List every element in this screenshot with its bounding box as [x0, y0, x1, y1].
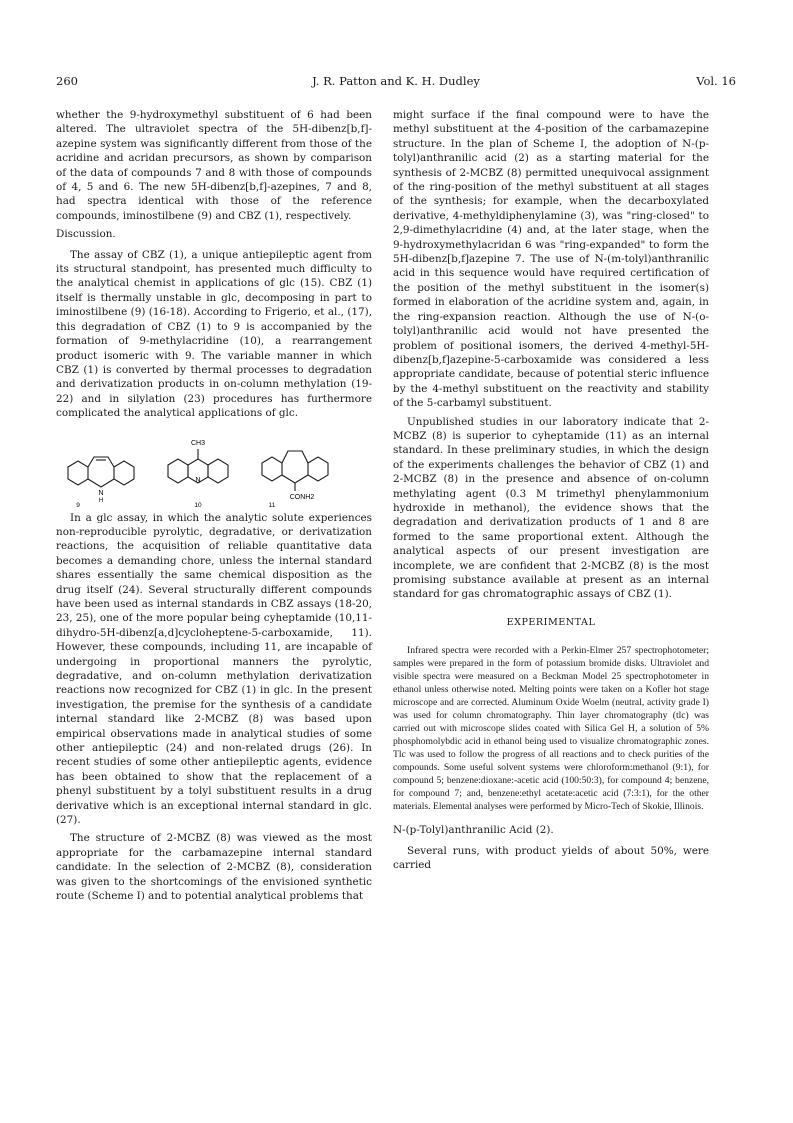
page-number: 260 [56, 74, 78, 88]
structure-9-right-ring [114, 461, 134, 485]
paragraph: Unpublished studies in our laboratory indicate that 2-MCBZ (8) is superior to cyheptamide (11) as an internal standard. In these preliminary studies, in which the design of the experiments challenges the behavior of CBZ (1) and 2-MCBZ (8) in the presence and absence of on-column methylating agent (0.3 M trimethyl phenylammonium hydroxide in methanol), the evidence shows that the degradation and derivatization products of 1 and 8 are formed to the same proportional extent. Although the analytical aspects of our present investigation are incomplete, we are confident that 2-MCBZ (8) is the most promising substance available at present as an internal standard for gas chromatographic assays of CBZ (1). [393, 415, 709, 601]
experimental-paragraph: Infrared spectra were recorded with a Perkin-Elmer 257 spectrophotometer; samples were prepared in the form of potassium bromide disks. Ultraviolet and visible spectra were measured on a Beckman Model 25 spectrophotometer in ethanol unless otherwise noted. Melting points were taken on a Kofler hot stage microscope and are corrected. Aluminum Oxide Woelm (neutral, activity grade I) was used for column chromatography. Thin layer chromatography (tlc) was carried out with microscope slides coated with Silica Gel H, a solution of 5% phosphomolybdic acid in ethanol being used to visualize chromatographic zones. Tlc was used to follow the progress of all reactions and to check purities of the compounds. Some useful solvent systems were chloroform:methanol (9:1), for compound 5; benzene:dioxane:-acetic acid (100:50:3), for compound 4; benzene, for compound 7; and, benzene:ethyl acetate:acetic acid (7:3:1), for the other materials. Elemental analyses were performed by Micro-Tech of Skokie, Illinois. [393, 645, 709, 813]
paragraph: Several runs, with product yields of about 50%, were carried [393, 844, 709, 872]
structures-figure [56, 427, 372, 509]
n-atom: N [98, 489, 104, 497]
h-atom: H [98, 497, 104, 504]
structure-11-right-ring [308, 457, 328, 481]
structure-11-ethano-bridge [282, 451, 308, 463]
compound-subheading: N-(p-Tolyl)anthranilic Acid (2). [393, 824, 554, 837]
discussion-heading: Discussion. [56, 228, 116, 241]
chemical-structures [56, 427, 372, 509]
structure-11-ch-bridge [282, 475, 308, 483]
structure-10-right-ring [208, 459, 228, 483]
structure-label-10: 10 [194, 501, 202, 509]
n-atom: N [195, 476, 201, 484]
paragraph: whether the 9-hydroxymethyl substituent of 6 had been altered. The ultraviolet spectra of the 5H-dibenz[b,f]-azepine system was significantly different from those of the acridine and acridan precursors, as shown by comparison of the data of compounds 7 and 8 with those of compounds of 4, 5 and 6. The new 5H-dibenz[b,f]-azepines, 7 and 8, had spectra identical with those of the reference compounds, iminostilbene (9) and CBZ (1), respectively. [56, 109, 372, 222]
paragraph: The structure of 2-MCBZ (8) was viewed as the most appropriate for the carbamazepine internal standard candidate. In the selection of 2-MCBZ (8), consideration was given to the shortcomings of the envisioned synthetic route (Scheme I) and to potential analytical problems that [56, 832, 372, 903]
volume-label: Vol. 16 [696, 74, 736, 88]
paragraph: In a glc assay, in which the analytic solute experiences non-reproducible pyrolytic, degradative, or derivatization reactions, the acquisition of reliable quantitative data becomes a demanding chore, unless the internal standard shares essentially the same chemical disposition as the drug itself (24). Several structurally different compounds have been used as internal standards in CBZ assays (18-20, 23, 25), one of the more popular being cyheptamide (10,11-dihydro-5H-dibenz[a,d]cycloheptene-5-carboxamide, 11). However, these compounds, including 11, are incapable of undergoing in proportional manners the pyrolytic, degradative, and on-column methylation derivatization reactions now recognized for CBZ (1) in glc. In the present investigation, the premise for the synthesis of a candidate internal standard like 2-MCBZ (8) was based upon empirical observations made in analytical studies of some other antiepileptic (24) and non-related drugs (26). In recent studies of some other antiepileptic agents, evidence has been obtained to show that the replacement of a phenyl substituent by a tolyl substituent results in a drug derivative which is an exceptional internal standard in glc. (27). [56, 511, 372, 827]
experimental-heading: EXPERIMENTAL [506, 616, 596, 628]
paragraph: The assay of CBZ (1), a unique antiepileptic agent from its structural standpoint, has presented much difficulty to the analytical chemist in applications of glc (15). CBZ (1) itself is thermally unstable in glc, decomposing in part to iminostilbene (9) (16-18). According to Frigerio, et al., (17), this degradation of CBZ (1) to 9 is accompanied by the formation of 9-methylacridine (10), a rearrangement product isomeric with 9. The variable manner in which CBZ (1) is converted by thermal processes to degradation and derivatization products in on-column methylation (19-22) and in silylation (23) procedures has furthermore complicated the analytical applications of glc. [56, 248, 372, 420]
structure-11-left-ring [262, 457, 282, 481]
methyl-group: CH3 [190, 439, 206, 447]
carboxamide-group: CONH2 [289, 493, 315, 501]
structure-label-9: 9 [76, 501, 80, 509]
structure-9-left-ring [68, 461, 88, 485]
paragraph: might surface if the final compound were to have the methyl substituent at the 4-position of the carbamazepine structure. In the plan of Scheme I, the adoption of N-(p-tolyl)anthranilic acid (2) as a starting material for the synthesis of 2-MCBZ (8) permitted unequivocal assignment of the ring-position of the methyl substituent at all stages of the synthesis; for example, when the decarboxylated derivative, 4-methyldiphenylamine (3), was "ring-closed" to 2,9-dimethylacridine (4) and, at the later stage, when the 9-hydroxymethylacridan 6 was "ring-expanded" to form the 5H-dibenz[b,f]azepine 7. The use of N-(m-tolyl)anthranilic acid in this sequence would have required certification of the position of the methyl substituent in the isomer(s) formed in elaboration of the acridine system and, again, in the ring-expansion reaction. Although the use of N-(o-tolyl)anthranilic acid would not have presented the problem of positional isomers, the derived 4-methyl-5H-dibenz[b,f]azepine-5-carboxamide was considered a less appropriate candidate, because of potential steric influence by the 4-methyl substituent on the reactivity and stability of the 5-carbamyl substituent. [393, 109, 709, 410]
structure-label-11: 11 [268, 501, 276, 509]
structure-10-left-ring [168, 459, 188, 483]
running-header [56, 74, 736, 92]
left-column [56, 108, 372, 908]
running-title-authors: J. R. Patton and K. H. Dudley [312, 74, 480, 88]
structure-9-vinylene [88, 457, 114, 467]
structure-9-nh-bridge [88, 479, 114, 487]
right-column [393, 108, 709, 876]
